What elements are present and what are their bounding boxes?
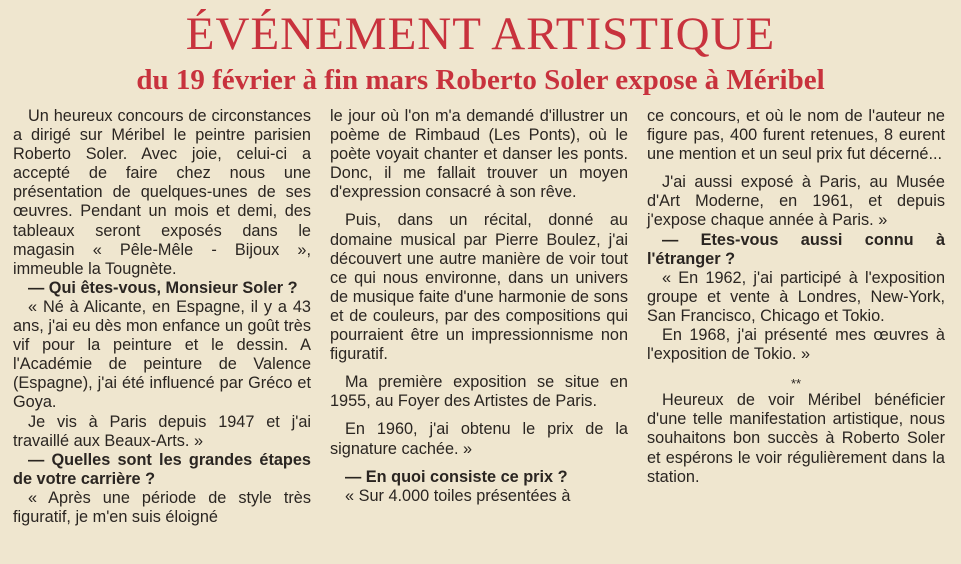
article-column-3 — [647, 107, 945, 487]
paragraph: Puis, dans un récital, donné au domaine musical par Pierre Boulez, j'ai découvert une autre manière de voir tout ce qui nous environne, dans un univers de musique faite d'une harmonie de sons et de couleurs, par des compositions qui pourraient être un impressionnisme non figuratif. — [330, 211, 628, 364]
article-column-1 — [13, 107, 311, 527]
paragraph: « Né à Alicante, en Espagne, il y a 43 ans, j'ai eu dès mon enfance un goût très vif pour la peinture et le dessin. A l'Académie de peinture de Valence (Espagne), j'ai été influencé par Gréco et Goya. — [13, 297, 311, 412]
interview-question: — En quoi consiste ce prix ? — [345, 467, 568, 486]
interview-question: — Qui êtes-vous, Monsieur Soler ? — [28, 278, 298, 297]
article-headline: ÉVÉNEMENT ARTISTIQUE — [185, 8, 776, 60]
section-separator: ** — [790, 376, 802, 392]
paragraph: ce concours, et où le nom de l'auteur ne figure pas, 400 furent retenues, 8 eurent une mention et un seul prix fut décerné... — [647, 107, 945, 164]
paragraph: « Après une période de style très figuratif, je m'en suis éloigné — [13, 488, 311, 526]
paragraph: « Sur 4.000 toiles présentées à — [345, 486, 571, 505]
interview-question: — Etes-vous aussi connu à l'étranger ? — [647, 230, 945, 268]
paragraph: En 1960, j'ai obtenu le prix de la signature cachée. » — [330, 420, 628, 458]
paragraph: le jour où l'on m'a demandé d'illustrer un poème de Rimbaud (Les Ponts), où le poète voyait chanter et danser les ponts. Donc, il me fallait trouver un moyen d'expression consacré à son rêve. — [330, 107, 628, 202]
paragraph: En 1968, j'ai présenté mes œuvres à l'exposition de Tokio. » — [647, 326, 945, 364]
article-subheadline: du 19 février à fin mars Roberto Soler expose à Méribel — [136, 64, 825, 96]
paragraph: Un heureux concours de circonstances a dirigé sur Méribel le peintre parisien Roberto Soler. Avec joie, celui-ci a accepté de faire chez nous une présentation de quelques-unes de ses œuvres. Pendant un mois et demi, des tableaux seront exposés dans le magasin « Pêle-Mêle - Bijoux », immeuble la Tougnète. — [13, 107, 311, 278]
paragraph: « En 1962, j'ai participé à l'exposition groupe et vente à Londres, New-York, San Francisco, Chicago et Tokio. — [647, 268, 945, 325]
paragraph: Je vis à Paris depuis 1947 et j'ai travaillé aux Beaux-Arts. » — [13, 412, 311, 450]
interview-question: — Quelles sont les grandes étapes de votre carrière ? — [13, 450, 311, 488]
paragraph: Ma première exposition se situe en 1955, au Foyer des Artistes de Paris. — [330, 373, 628, 411]
article-column-2 — [330, 107, 628, 506]
paragraph: J'ai aussi exposé à Paris, au Musée d'Art Moderne, en 1961, et depuis j'expose chaque année à Paris. » — [647, 173, 945, 230]
paragraph: Heureux de voir Méribel bénéficier d'une telle manifestation artistique, nous souhaitons bon succès à Roberto Soler et espérons le voir régulièrement dans la station. — [647, 391, 945, 486]
